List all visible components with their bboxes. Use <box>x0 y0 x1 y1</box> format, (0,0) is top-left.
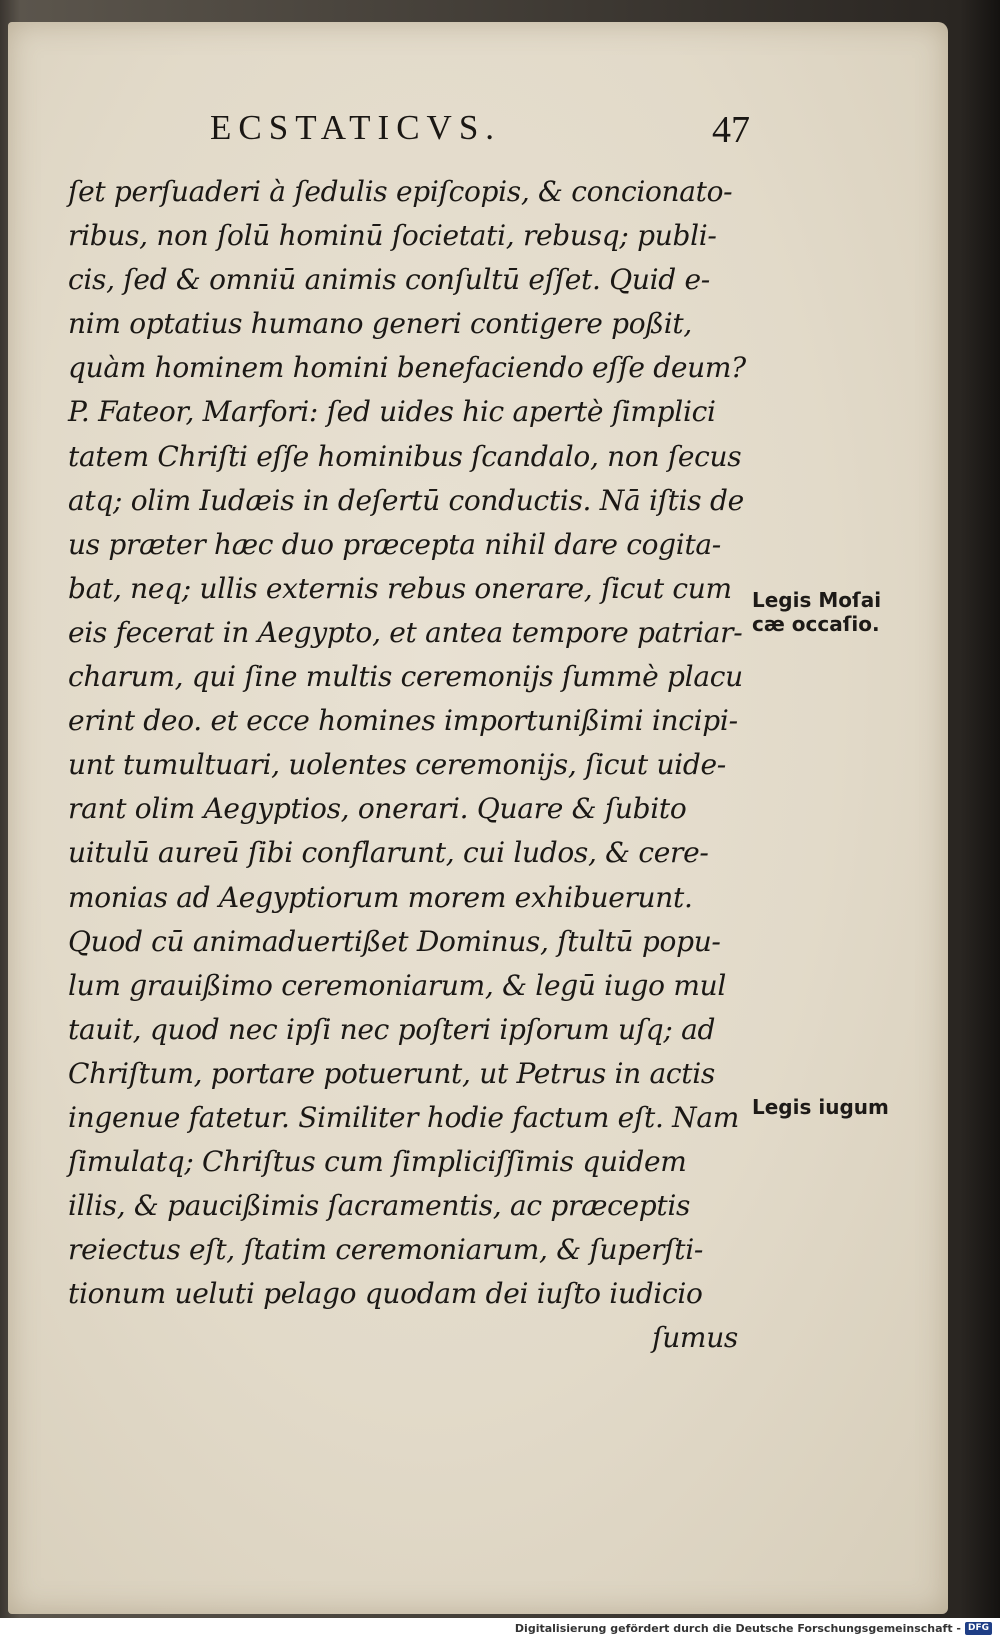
text-line: tauit, quod nec ipſi nec poſteri ipſorum uſq; ad <box>68 1012 716 1046</box>
text-line: ſimulatq; Chriſtus cum ſimpliciſſimis quidem <box>68 1145 687 1179</box>
text-line: unt tumultuari, uolentes ceremonijs, ſicut uide- <box>68 748 726 782</box>
text-line: charum, qui ſine multis ceremonijs ſummè placu <box>68 660 743 694</box>
text-line: ingenue fatetur. Similiter hodie factum eſt. Nam <box>68 1100 739 1134</box>
footer-credit: Digitalisierung gefördert durch die Deutsche Forschungsgemeinschaft - <box>514 1621 961 1635</box>
text-line: ribus, non ſolū hominū ſocietati, rebusq; publi- <box>68 219 717 253</box>
text-line: ſet perſuaderi à ſedulis epiſcopis, & concionato- <box>68 175 733 208</box>
text-line: reiectus eſt, ſtatim ceremoniarum, & ſuperſti- <box>68 1233 704 1267</box>
running-head: ECSTATICVS. <box>210 108 502 147</box>
digitization-footer <box>515 1620 992 1636</box>
dfg-logo: DFG <box>965 1622 992 1635</box>
text-line: Quod cū animaduertißet Dominus, ſtultū popu- <box>68 924 721 958</box>
page-number: 47 <box>712 109 750 151</box>
marginal-note-line: Legis iugum <box>752 1095 889 1119</box>
text-line: cis, ſed & omniū animis conſultū eſſet. Quid e- <box>68 263 710 297</box>
text-line: eis fecerat in Aegypto, et antea tempore patriar- <box>68 615 743 649</box>
body-text <box>68 170 746 1361</box>
text-line: lum grauißimo ceremoniarum, & legū iugo mul <box>68 968 726 1002</box>
text-line: illis, & paucißimis ſacramentis, ac præceptis <box>68 1189 691 1223</box>
text-line: quàm hominem homini benefaciendo eſſe deum? <box>68 351 746 385</box>
text-line: atq; olim Iudæis in deſertū conductis. Nā iſtis de <box>68 483 744 517</box>
text-line: rant olim Aegyptios, onerari. Quare & ſubito <box>68 792 687 826</box>
marginal-note-legis-iugum <box>752 1095 932 1119</box>
text-line: P. Fateor, Marfori: ſed uides hic apertè ſimplici <box>68 395 716 429</box>
text-line: tionum ueluti pelago quodam dei iuſto iudicio <box>68 1277 703 1311</box>
marginal-note-line: Legis Moſai <box>752 588 882 612</box>
text-line: us præter hæc duo præcepta nihil dare cogita- <box>68 527 721 561</box>
page-header <box>210 108 750 156</box>
text-line: tatem Chriſti eſſe hominibus ſcandalo, non ſecus <box>68 439 742 473</box>
marginal-note-line: cæ occaſio. <box>752 612 880 636</box>
marginal-note-legis-mosaicae <box>752 588 932 636</box>
text-line: bat, neq; ullis externis rebus onerare, ſicut cum <box>68 571 732 605</box>
catchword: ſumus <box>652 1321 738 1355</box>
text-line: erint deo. et ecce homines importunißimi incipi- <box>68 704 738 738</box>
text-line: nim optatius humano generi contigere poßit, <box>68 307 692 341</box>
text-line: uitulū aureū ſibi conflarunt, cui ludos, & cere- <box>68 836 709 870</box>
text-line: Chriſtum, portare potuerunt, ut Petrus in actis <box>68 1056 715 1090</box>
text-line: monias ad Aegyptiorum morem exhibuerunt. <box>68 880 693 914</box>
